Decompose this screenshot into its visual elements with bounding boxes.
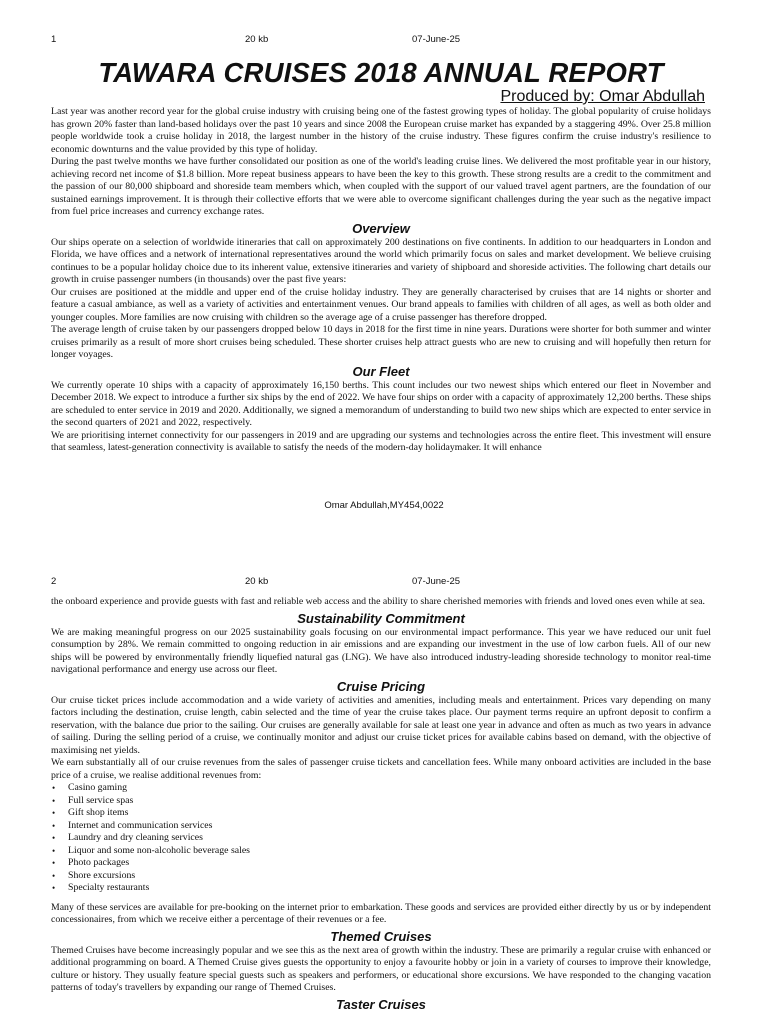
- section-heading-pricing: Cruise Pricing: [336, 678, 426, 694]
- header-date: 07-June-25: [412, 576, 461, 587]
- pricing-paragraph: Our cruise ticket prices include accommodation and a wide variety of activities and amenities, including meals and entertainment. Prices vary depending on many factors including the destination, cruise length, cabin selected and the time of year the cruise takes place. Our payment terms require an upfront deposit to confirm a reservation, with the balance due prior to the sailing. Our cruises are generally available for sale at least one year in advance and often as much as two years in advance of sailing. During the selling period of a cruise, we continually monitor and adjust our cruise ticket prices for available cabins based on demand, with the objective of maximising net yields.: [51, 694, 711, 756]
- overview-paragraph: The average length of cruise taken by our passengers dropped below 10 days in 2018 for the first time in nine years. Durations were shorter for both summer and winter cruises primarily as a result of more short cruises being scheduled. These shorter cruises help attract guests who are new to cruising and will hopefully then return for longer voyages.: [51, 324, 711, 360]
- page-number: 1: [51, 34, 57, 45]
- intro-paragraph: Last year was another record year for the global cruise industry with cruising being one of the fastest growing types of holiday. The global popularity of cruise holidays has grown 20% faster than land-based holidays over the past 10 years and since 2008 the European cruise market has expanded by a staggering 49%. Over 25.8 million people worldwide took a cruise holiday in 2018, the largest number in the history of the cruise industry. These figures confirm the cruise industry's resilience to economic downturns and the value provided by this type of holiday.: [51, 106, 711, 155]
- fleet-paragraph: We currently operate 10 ships with a capacity of approximately 16,150 berths. This count includes our two newest ships which entered our fleet in November and December 2018. We expect to introduce a further six ships by the end of 2022. We have four ships on order with a capacity of approximately 12,200 berths. These ships are scheduled to enter service in 2019 and 2020. Additionally, we signed a memorandum of understanding to build two new ships which are expected to enter service in the second quarters of 2021 and 2022, respectively.: [51, 379, 711, 428]
- list-item: • Specialty restaurants: [52, 882, 150, 893]
- pricing-paragraph: Many of these services are available for pre-booking on the internet prior to embarkation. These goods and services are provided either directly by us or by independent concessionaires, from which we receive either a percentage of their revenues or a fee.: [51, 901, 711, 925]
- bullet-icon: •: [52, 795, 56, 806]
- intro-paragraph: During the past twelve months we have further consolidated our position as one of the world's leading cruise lines. We delivered the most profitable year in our history, achieving record net income of $1.8 billion. More repeat business appears to have been the key to this growth. These strong results are a credit to the commitment and the passion of our 80,000 shipboard and shoreside team members which, when coupled with the support of our valued travel agent partners, are the foundation of our sustained earnings improvement. It is through their collective efforts that we were able to overcome significant challenges during the year such as the negative impact from fuel price increases and currency exchange rates.: [51, 156, 711, 217]
- page-header: [0, 576, 768, 590]
- file-size: 20 kb: [245, 34, 269, 45]
- bullet-icon: •: [52, 833, 56, 843]
- list-item: • Internet and communication services: [52, 819, 213, 831]
- overview-paragraph: Our ships operate on a selection of worldwide itineraries that call on approximately 200 destinations on five continents. In addition to our headquarters in London and Florida, we have offices and a network of international representatives around the world which primarily focus on sales and market development. We believe cruising continues to be a popular holiday choice due to its inherent value, extensive itineraries and variety of shipboard and shoreside activities. The following chart details our growth in cruise passenger numbers (in thousands) over the past five years:: [51, 236, 711, 285]
- section-heading-fleet: Our Fleet: [352, 363, 410, 379]
- page-header: [0, 34, 768, 48]
- page-1-body: [51, 58, 711, 455]
- list-item: • Laundry and dry cleaning services: [52, 832, 203, 843]
- list-item: • Full service spas: [52, 794, 134, 806]
- page-number: 2: [51, 576, 57, 587]
- section-heading-overview: Overview: [352, 220, 410, 236]
- report-author: Produced by: Omar Abdullah: [500, 88, 705, 105]
- bullet-icon: •: [52, 870, 56, 881]
- revenue-list: [51, 782, 711, 895]
- section-heading-sustainability: Sustainability Commitment: [297, 610, 465, 626]
- themed-paragraph: Themed Cruises have become increasingly popular and we see this as the next area of growth within the industry. These are primarily a regular cruise with enhanced or additional programming on board. A Themed Cruise gives guests the opportunity to enjoy a favourite hobby or join in a variety of courses to improve their knowledge, culture or history. They usually feature special guests such as speakers and performers, or educational shore excursions. We have responded to the changing vacation patterns of today's travellers by expanding our range of Themed Cruises.: [51, 944, 711, 993]
- bullet-icon: •: [52, 783, 56, 793]
- pricing-paragraph: We earn substantially all of our cruise revenues from the sales of passenger cruise tickets and cancellation fees. While many onboard activities are included in the base price of a cruise, we realise additional revenues from:: [51, 757, 711, 781]
- list-item: • Photo packages: [52, 857, 130, 868]
- section-heading-taster: Taster Cruises: [336, 996, 426, 1012]
- list-item: • Gift shop items: [52, 807, 129, 818]
- list-item: • Casino gaming: [52, 782, 128, 793]
- bullet-icon: •: [52, 845, 56, 856]
- list-item: • Liquor and some non-alcoholic beverage sales: [52, 844, 250, 856]
- section-heading-themed: Themed Cruises: [330, 928, 432, 944]
- sustainability-paragraph: We are making meaningful progress on our 2025 sustainability goals focusing on our environmental impact performance. This year we have reduced our unit fuel consumption by 28%. We remain committed to ongoing reduction in air emissions and are expanding our investment in the use of low carbon fuels. All of our new ships will be powered by environmentally friendly liquefied natural gas (LNG). We have also introduced industry-leading shoreside technology to monitor real-time navigational performance and energy use across our fleet.: [51, 626, 711, 675]
- bullet-icon: •: [52, 820, 56, 831]
- header-date: 07-June-25: [412, 34, 461, 45]
- continued-paragraph: the onboard experience and provide guests with fast and reliable web access and the ability to share cherished memories with friends and loved ones even while at sea.: [51, 596, 705, 607]
- page-footer: Omar Abdullah,MY454,0022: [324, 500, 444, 511]
- bullet-icon: •: [52, 883, 56, 893]
- page-2: [0, 540, 768, 1024]
- page-2-body: [51, 596, 711, 1013]
- report-title: TAWARA CRUISES 2018 ANNUAL REPORT: [98, 57, 664, 88]
- file-size: 20 kb: [245, 576, 269, 587]
- fleet-paragraph: We are prioritising internet connectivity for our passengers in 2019 and are upgrading our systems and technologies across the entire fleet. This investment will ensure that seamless, latest-generation connectivity is available to satisfy the needs of the modern-day holidaymaker. It will enhance: [51, 429, 711, 453]
- list-item: • Shore excursions: [52, 869, 136, 881]
- bullet-icon: •: [52, 858, 56, 868]
- bullet-icon: •: [52, 808, 56, 818]
- overview-paragraph: Our cruises are positioned at the middle and upper end of the cruise holiday industry. They are generally characterised by cruises that are 14 nights or shorter and feature a casual ambiance, as well as a variety of activities and entertainment venues. Our brand appeals to families with children of all ages, as well as both older and younger couples. More families are now cruising with children so the average age of a cruise passenger has therefore dropped.: [51, 286, 711, 323]
